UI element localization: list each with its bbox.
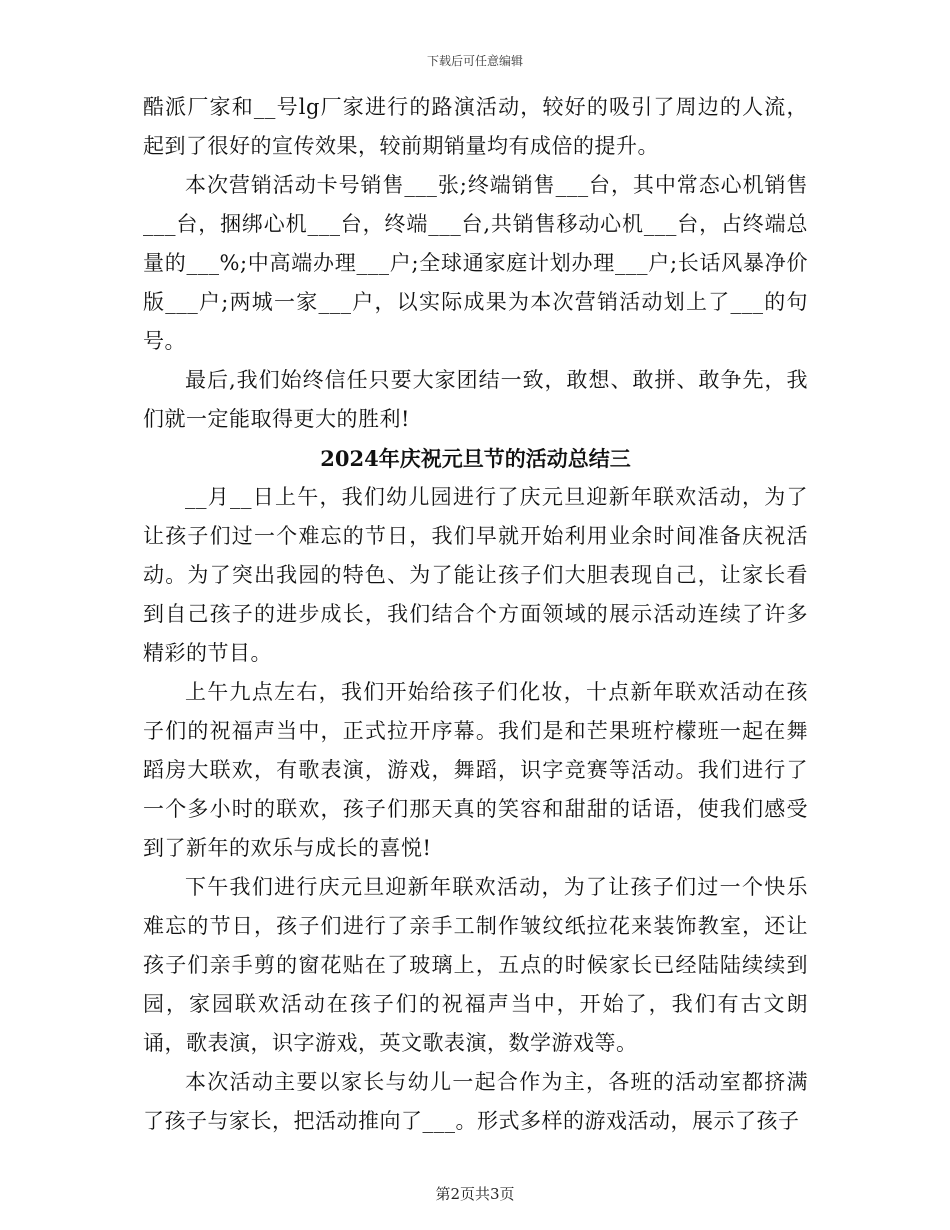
paragraph-morning-activities: 上午九点左右，我们开始给孩子们化妆，十点新年联欢活动在孩子们的祝福声当中，正式拉开序幕。我们是和芒果班柠檬班一起在舞蹈房大联欢，有歌表演，游戏，舞蹈，识字竞赛等活动。我们进行了一个多小时的联欢，孩子们那天真的笑容和甜甜的话语，使我们感受到了新年的欢乐与成长的喜悦! xyxy=(143,680,808,860)
document-body xyxy=(143,88,808,1141)
paragraph-summary: 本次活动主要以家长与幼儿一起合作为主，各班的活动室都挤满了孩子与家长，把活动推向了___。形式多样的游戏活动，展示了孩子 xyxy=(143,1070,808,1133)
paragraph-morning-intro: __月__日上午，我们幼儿园进行了庆元旦迎新年联欢活动，为了让孩子们过一个难忘的节日，我们早就开始利用业余时间准备庆祝活动。为了突出我园的特色、为了能让孩子们大胆表现自己，让家长看到自己孩子的进步成长，我们结合个方面领域的展示活动连续了许多精彩的节目。 xyxy=(143,485,808,665)
paragraph-sales-results: 本次营销活动卡号销售___张;终端销售___台，其中常态心机销售___台，捆绑心机___台，终端___台,共销售移动心机___台，占终端总量的___%;中高端办理___户;全球通家庭计划办理___户;长话风暴净价版___户;两城一家___户，以实际成果为本次营销活动划上了___的句号。 xyxy=(143,173,808,353)
page-header-note: 下载后可任意编辑 xyxy=(426,54,523,68)
paragraph-closing: 最后,我们始终信任只要大家团结一致，敢想、敢拼、敢争先，我们就一定能取得更大的胜利! xyxy=(143,368,808,431)
paragraph-afternoon-activities: 下午我们进行庆元旦迎新年联欢活动，为了让孩子们过一个快乐难忘的节日，孩子们进行了亲手工制作皱纹纸拉花来装饰教室，还让孩子们亲手剪的窗花贴在了玻璃上，五点的时候家长已经陆陆续续到园，家园联欢活动在孩子们的祝福声当中，开始了，我们有古文朗诵，歌表演，识字游戏，英文歌表演，数学游戏等。 xyxy=(143,875,808,1055)
page-number: 第2页共3页 xyxy=(435,1185,515,1203)
section-title: 2024年庆祝元旦节的活动总结三 xyxy=(320,446,631,471)
paragraph-continuation: 酷派厂家和__号lg厂家进行的路演活动，较好的吸引了周边的人流，起到了很好的宣传效果，较前期销量均有成倍的提升。 xyxy=(143,95,808,158)
